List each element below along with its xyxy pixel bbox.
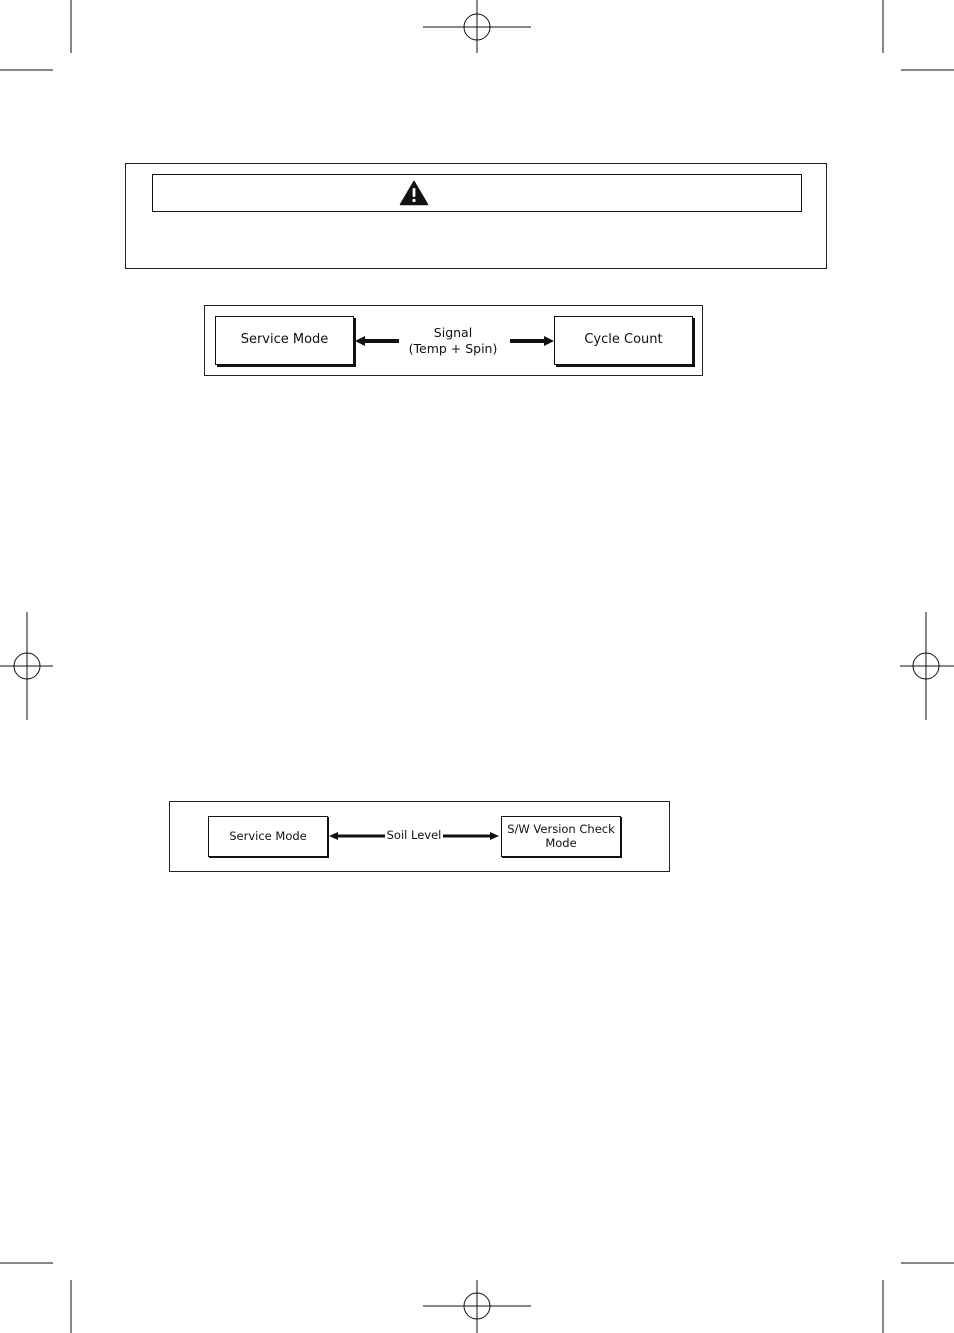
cycle-count-node: [554, 316, 693, 365]
service-mode-node: [208, 816, 328, 857]
sw-version-check-mode-node: [501, 816, 621, 857]
crosshair-icon: [0, 612, 53, 720]
crop-mark-icon: [883, 1263, 954, 1333]
crop-mark-icon: [0, 0, 71, 70]
soil-level-link-label: [384, 828, 444, 843]
crop-mark-icon: [0, 1263, 71, 1333]
warning-header-bar: [152, 174, 802, 212]
sw-version-check-label-line2: Mode: [545, 835, 577, 850]
soil-level-label: Soil Level: [386, 828, 442, 842]
right-arrow-icon: [443, 832, 499, 840]
signal-mode-diagram: [204, 305, 703, 376]
sw-version-check-label-line1: S/W Version Check: [507, 822, 615, 837]
left-arrow-icon: [355, 336, 399, 346]
signal-label-line1: Signal: [433, 325, 473, 340]
crosshair-icon: [423, 0, 531, 53]
cycle-count-label: Cycle Count: [584, 332, 663, 348]
left-arrow-icon: [329, 832, 385, 840]
service-mode-label: Service Mode: [240, 332, 329, 348]
warning-triangle-icon: [399, 180, 429, 206]
crop-mark-icon: [883, 0, 954, 70]
crosshair-icon: [423, 1280, 531, 1333]
signal-label-line2: (Temp + Spin): [408, 341, 498, 357]
service-mode-node: [215, 316, 354, 365]
service-mode-label: Service Mode: [229, 828, 307, 843]
warning-callout: [125, 163, 827, 269]
crosshair-icon: [900, 612, 954, 720]
soil-level-diagram: [169, 801, 670, 872]
right-arrow-icon: [510, 336, 554, 346]
signal-link-label: [399, 325, 507, 358]
